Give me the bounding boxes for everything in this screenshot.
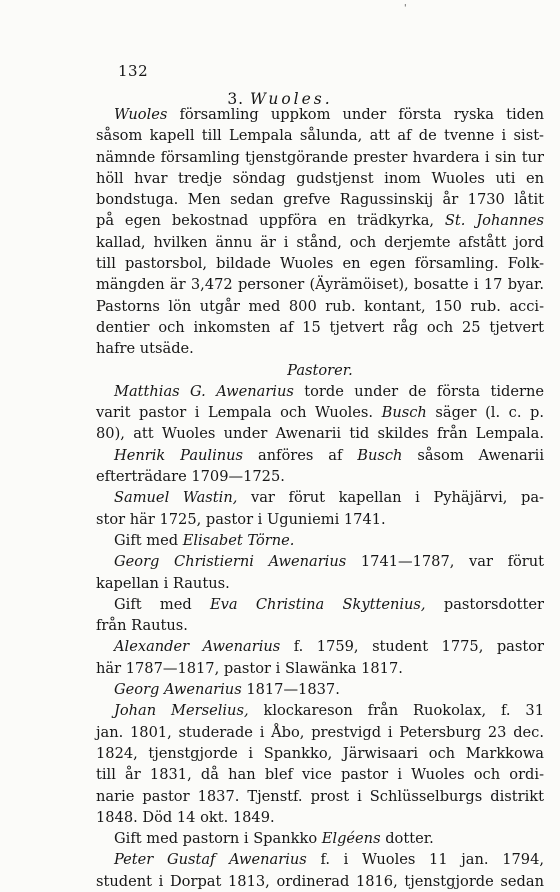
italic-name: Eva Christina Skyttenius, xyxy=(210,595,426,613)
text-line xyxy=(96,722,544,743)
text-line xyxy=(96,487,544,508)
italic-name: Busch xyxy=(381,404,427,422)
text-line xyxy=(96,573,544,594)
text-line xyxy=(96,274,544,295)
text-run: höll hvar tredje söndag gudstjenst inom Wuoles uti en xyxy=(96,169,544,187)
text-line xyxy=(96,786,544,807)
text-line xyxy=(96,338,544,359)
text-run: församling uppkom under första ryska tiden xyxy=(167,106,544,123)
text-line xyxy=(96,232,544,253)
text-line xyxy=(96,147,544,168)
text-run: nämnde församling tjenstgörande prester hvardera i sin tur xyxy=(96,148,544,166)
text-run: Gift med xyxy=(114,595,210,613)
italic-name: Peter Gustaf Awenarius xyxy=(114,851,307,869)
text-run: kallad, hvilken ännu är i stånd, och derjemte afstått jord xyxy=(96,233,544,251)
text-line xyxy=(96,807,544,828)
italic-name: Georg Awenarius xyxy=(114,681,242,699)
text-run: anföres af xyxy=(243,446,358,464)
italic-name: Elisabet Törne. xyxy=(182,531,295,549)
text-line xyxy=(96,189,544,210)
text-line xyxy=(96,615,544,636)
italic-name: Elgéens xyxy=(321,830,381,848)
text-line xyxy=(96,402,544,423)
text-run: Gift med xyxy=(114,531,183,549)
text-run: säger (l. c. p. xyxy=(426,404,544,422)
italic-name: Henrik Paulinus xyxy=(114,446,244,464)
text-run: från Rautus. xyxy=(96,617,188,635)
text-line xyxy=(96,317,544,338)
text-run: till pastorsbol, bildade Wuoles en egen församling. Folk- xyxy=(96,255,544,273)
text-line xyxy=(96,104,544,125)
text-line xyxy=(96,168,544,189)
text-run: 1741—1787, var förut xyxy=(346,553,545,571)
text-line xyxy=(96,423,544,444)
text-line xyxy=(96,594,544,615)
text-line xyxy=(96,253,544,274)
text-line xyxy=(96,381,544,402)
italic-name: Johan Merselius, xyxy=(114,702,249,720)
text-run: på egen bekostnad uppföra en trädkyrka, xyxy=(96,212,445,230)
italic-name: Wuoles xyxy=(114,106,168,123)
italic-name: Alexander Awenarius xyxy=(114,638,281,656)
italic-name: Samuel Wastin, xyxy=(114,489,238,507)
text-line xyxy=(96,509,544,530)
text-run: Pastorns lön utgår med 800 rub. kontant, 150 rub. acci- xyxy=(96,297,544,315)
text-run: f. 1759, student 1775, pastor xyxy=(280,638,544,656)
text-line xyxy=(96,764,544,785)
text-run: bondstuga. Men sedan grefve Ragussinskij år 1730 låtit xyxy=(96,191,544,209)
text-run: jan. 1801, studerade i Åbo, prestvigd i Petersburg 23 dec. xyxy=(96,723,544,741)
text-run: varit pastor i Lempala och Wuoles. xyxy=(96,404,382,422)
body-text xyxy=(96,104,544,892)
text-run: dotter. xyxy=(380,830,434,848)
italic-name: Busch xyxy=(357,446,403,464)
text-line xyxy=(96,210,544,231)
section-title: Wuoles. xyxy=(250,90,333,108)
text-run: 1817—1837. xyxy=(241,681,340,699)
text-line xyxy=(96,466,544,487)
text-run: klockareson från Ruokolax, f. 31 xyxy=(248,702,544,720)
text-run: stor här 1725, pastor i Uguniemi 1741. xyxy=(96,510,386,528)
italic-name: Georg Christierni Awenarius xyxy=(114,553,347,571)
text-run: Gift med pastorn i Spankko xyxy=(114,830,322,848)
text-run: såsom kapell till Lempala sålunda, att af de tvenne i sist- xyxy=(96,127,544,145)
text-line xyxy=(96,658,544,679)
text-line xyxy=(96,445,544,466)
italic-name: Matthias G. Awenarius xyxy=(114,382,294,400)
text-run: mängden är 3,472 personer (Äyrämöiset), bosatte i 17 byar. xyxy=(96,276,544,294)
text-run: torde under de första tiderne xyxy=(293,382,544,400)
text-line xyxy=(96,530,544,551)
section-number: 3. xyxy=(227,90,245,108)
text-run: hafre utsäde. xyxy=(96,340,194,358)
italic-name: St. Johannes xyxy=(444,212,544,230)
text-run: 1848. Död 14 okt. 1849. xyxy=(96,808,275,826)
text-run: efterträdare 1709—1725. xyxy=(96,468,285,486)
text-line xyxy=(96,828,544,849)
scan-mark: ' xyxy=(404,4,407,14)
text-run: pastorsdotter xyxy=(425,595,544,613)
text-line xyxy=(96,849,544,870)
text-line xyxy=(96,296,544,317)
text-line xyxy=(96,551,544,572)
text-line xyxy=(96,125,544,146)
text-run: dentier och inkomsten af 15 tjetvert råg och 25 tjetvert xyxy=(96,318,544,336)
text-run: kapellan i Rautus. xyxy=(96,574,230,592)
text-line xyxy=(96,679,544,700)
text-line xyxy=(96,871,544,892)
text-run: här 1787—1817, pastor i Slawänka 1817. xyxy=(96,659,403,677)
text-line xyxy=(96,360,544,381)
text-line xyxy=(96,700,544,721)
text-run: f. i Wuoles 11 jan. 1794, xyxy=(306,851,544,869)
text-line xyxy=(96,743,544,764)
page-number: 132 xyxy=(118,62,149,80)
italic-name: Pastorer. xyxy=(287,361,353,379)
text-run: var förut kapellan i Pyhäjärvi, pa- xyxy=(237,489,544,507)
text-run: såsom Awenarii xyxy=(402,446,544,464)
text-run: narie pastor 1837. Tjenstf. prost i Schlüsselburgs distrikt xyxy=(96,787,544,805)
text-run: 1824, tjenstgjorde i Spankko, Järwisaari och Markkowa xyxy=(96,744,544,762)
text-run: 80), att Wuoles under Awenarii tid skildes från Lempala. xyxy=(96,425,544,443)
text-run: till år 1831, då han blef vice pastor i Wuoles och ordi- xyxy=(96,766,544,784)
text-run: student i Dorpat 1813, ordinerad 1816, tjenstgjorde sedan xyxy=(96,872,544,890)
text-line xyxy=(96,636,544,657)
